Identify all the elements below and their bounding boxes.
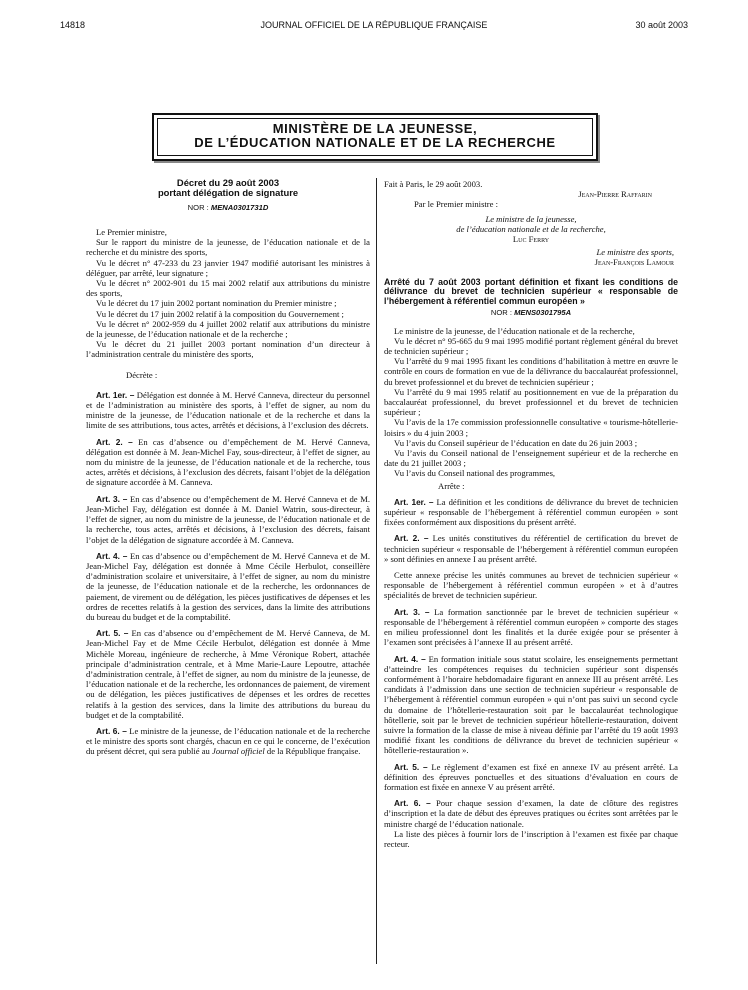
decree-preamble: Vu le décret du 17 juin 2002 portant nomination du Premier ministre ; (96, 298, 337, 309)
page-number: 14818 (60, 20, 86, 30)
decree-article (86, 551, 370, 622)
decree-title-line1: Décret du 29 août 2003 (176, 177, 280, 188)
page-header (0, 20, 748, 34)
decree-preamble: Vu le décret n° 47-233 du 23 janvier 1947 modifié autorisant les ministres à déléguer, par arrêté, leur signature ; (86, 257, 370, 278)
decree-title (86, 178, 370, 199)
article-label: Art. 1er. – (394, 496, 434, 507)
signature-pm-name: Jean-Pierre Raffarin (578, 189, 652, 200)
article-text: Le règlement d’examen est fixé en annexe IV au présent arrêté. La définition des épreuves ponctuelles et des situations d’évaluation en cours de formation est fixée en annexe V au présent arrêté. (384, 761, 678, 792)
arrete-article (384, 762, 678, 793)
article-text: En formation initiale sous statut scolaire, les enseignements permettant d’atteindre les compétences requises du technicien supérieur sont dispensés conformément à l’horaire hebdomadaire figurant en annexe III au présent arrêté. Les candidats à l’admission dans une section de technicien supérieur « responsable de l’hébergement à référentiel commun européen » qui n’ont pas suivi un second cycle du domaine de l’hôtellerie-restauration soit par le baccalauréat technologique hôtellerie, soit par le brevet de technicien supérieur hôtellerie-restauration, doivent suivre la formation de la classe de mise à niveau définie par l’arrêté du 19 août 1993 modifié fixant les conditions de délivrance du brevet de technicien supérieur « hôtellerie-restauration ». (384, 653, 678, 756)
arrete-preamble: Vu l’avis du Conseil national de l’enseignement supérieur et de la recherche en date du 21 juillet 2003 ; (384, 448, 678, 469)
signature-minister-edu-line2: de l’éducation nationale et de la recherche, (456, 223, 606, 234)
article-text: En cas d’absence ou d’empêchement de M. Hervé Canneva et de M. Jean-Michel Fay, délégation est donnée à Mme Cécile Herbulot, conseillère d’administration scolaire et universitaire, à l’effet de signer, au nom du ministre de la jeunesse, de l’éducation nationale et de la recherche, les ordonnances de paiement, de virement ou de délégation, les pièces justificatives de dépenses et les ordres de recettes relatifs à la gestion des services, dans la limite des attributions du bureau du budget et de la comptabilité. (86, 550, 370, 622)
article-text: En cas d’absence ou d’empêchement de M. Hervé Canneva et de M. Jean-Michel Fay, délégation est donnée à M. Daniel Watrin, sous-directeur, à l’effet de signer, au nom du ministre de la jeunesse, de l’éducation nationale et de la recherche, tous actes, arrêtés et décisions, à l’exclusion des décrets, faisant l’objet de la délégation de signature accordée à M. Canneva. (86, 493, 370, 545)
arrete-preamble: Vu l’avis de la 17e commission professionnelle consultative « tourisme-hôtellerie-loisirs » du 4 juin 2003 ; (384, 417, 678, 438)
arrete-article-extra: Cette annexe précise les unités communes au brevet de technicien supérieur « responsable de l’hébergement à référentiel commun européen » et à d’autres spécialités de brevet de technicien supérieur. (384, 570, 678, 601)
arrete-arrete-word: Arrête : (438, 480, 465, 491)
signature-minister-sports-name: Jean-François Lamour (594, 257, 674, 268)
decree-nor (86, 203, 370, 213)
arrete-article (384, 607, 678, 648)
nor-label: NOR : (490, 308, 512, 318)
decree-preamble: Vu le décret du 17 juin 2002 relatif à la composition du Gouvernement ; (96, 308, 344, 319)
signature-minister-edu-name: Luc Ferry (512, 234, 550, 245)
left-column (86, 178, 370, 757)
decree-decrete: Décrète : (126, 369, 158, 380)
arrete-article-extra: La liste des pièces à fournir lors de l’inscription à l’examen est fixée par chaque recteur. (384, 828, 678, 849)
signature-minister-sports: Le ministre des sports, (596, 247, 674, 258)
article-label: Art. 3. – (96, 493, 128, 504)
article-label: Art. 3. – (394, 606, 430, 617)
nor-code: MENA0301731D (210, 202, 269, 212)
journal-officiel-italic: Journal officiel (212, 746, 265, 757)
arrete-article (384, 533, 678, 564)
article-label: Art. 5. – (394, 761, 428, 772)
nor-label: NOR : (187, 202, 209, 212)
ministry-title-line1: MINISTÈRE DE LA JEUNESSE, (272, 121, 478, 136)
ministry-heading-box (152, 113, 598, 161)
article-text: La formation sanctionnée par le brevet de technicien supérieur « responsable de l’hébergement à référentiel commun européen » comporte des stages en milieu professionnel dont les finalités et la durée exigée pour se présenter à l’examen sont précisées à l’annexe II au présent arrêté. (384, 606, 678, 648)
issue-date: 30 août 2003 (635, 20, 688, 30)
arrete-nor (384, 308, 678, 318)
article-label: Art. 4. – (96, 550, 128, 561)
column-divider (376, 178, 377, 964)
arrete-article (384, 654, 678, 756)
arrete-preamble: Vu le décret n° 95-665 du 9 mai 1995 modifié portant règlement général du brevet de technicien supérieur ; (384, 335, 678, 357)
arrete-title: Arrêté du 7 août 2003 portant définition et fixant les conditions de délivrance du brevet de technicien supérieur « responsable de l’hébergement à référentiel commun européen » (384, 276, 678, 306)
decree-article (86, 390, 370, 431)
article-label: Art. 2. – (394, 533, 429, 544)
article-text-end: de la République française. (264, 746, 361, 757)
arrete-preamble: Vu l’avis du Conseil supérieur de l’éducation en date du 26 juin 2003 ; (394, 437, 638, 448)
article-text: Les unités constitutives du référentiel de certification du brevet de technicien supérieur « responsable de l’hébergement à référentiel commun européen » sont définies en annexe I au présent arrêté. (384, 533, 678, 564)
signature-place-date: Fait à Paris, le 29 août 2003. (384, 179, 483, 189)
article-label: Art. 5. – (96, 628, 129, 639)
arrete-article (384, 798, 678, 829)
article-label: Art. 2. – (96, 436, 133, 447)
article-label: Art. 1er. – (96, 389, 135, 400)
ministry-title-line2: DE L’ÉDUCATION NATIONALE ET DE LA RECHERCHE (194, 135, 556, 150)
arrete-preamble: Le ministre de la jeunesse, de l’éducation nationale et de la recherche, (394, 325, 635, 336)
article-text: Pour chaque session d’examen, la date de clôture des registres d’inscription et la date de début des épreuves pratiques ou écrites sont arrêtées par le ministre chargé de l’éducation nationale. (384, 798, 678, 829)
arrete-preamble: Vu l’avis du Conseil national des programmes, (394, 468, 556, 479)
article-text: En cas d’absence ou d’empêchement de M. Hervé Canneva, de M. Jean-Michel Fay et de Mme Cécile Herbulot, délégation est donnée à Mme Michèle Moreau, ingénieure de recherche, à Mme Véronique Robert, attachée principale d’administration centrale, et à Mme Marie-Laure Lepoutre, attachée d’administration centrale, à l’effet de signer, au nom du ministre de la jeunesse, de l’éducation nationale et de la recherche, les ordonnances de paiement, de virement ou de délégation, les pièces justificatives de dépenses et les ordres de recettes relatifs à la gestion des services, dans la limite des attributions du bureau du budget et de la comptabilité. (86, 628, 371, 720)
article-text: La définition et les conditions de délivrance du brevet de technicien supérieur « responsable de l’hébergement à référentiel commun européen » sont fixées conformément aux dispositions du présent arrêté. (384, 496, 678, 528)
signature-by: Par le Premier ministre : (414, 199, 499, 210)
article-text: Le ministre de la jeunesse, de l’éducation nationale et de la recherche et le ministre des sports sont chargés, chacun en ce qui le concerne, de l’exécution du présent décret, qui sera publié au (86, 725, 371, 757)
decree-title-line2: portant délégation de signature (157, 187, 299, 199)
decree-preamble: Le Premier ministre, (96, 227, 167, 238)
arrete-preamble: Vu l’arrêté du 9 mai 1995 relatif au positionnement en vue de la préparation du baccalauréat professionnel, du brevet professionnel et du brevet de technicien supérieur ; (384, 386, 678, 418)
signature-minister-edu-line1: Le ministre de la jeunesse, (485, 213, 577, 224)
article-text: En cas d’absence ou d’empêchement de M. Hervé Canneva, délégation est donnée à M. Jean-Michel Fay, sous-directeur, à l’effet de signer, au nom du ministre de la jeunesse, de l’éducation nationale et de la recherche, tous actes, arrêtés et décisions, à l’exclusion des décrets, faisant l’objet de la délégation de signature accordée à M. Canneva. (86, 436, 371, 488)
decree-preamble: Vu le décret du 21 juillet 2003 portant nomination d’un directeur à l’administration centrale du ministère des sports, (86, 339, 370, 360)
article-label: Art. 6. – (96, 725, 127, 736)
decree-preamble: Sur le rapport du ministre de la jeunesse, de l’éducation nationale et de la recherche et du ministre des sports, (86, 237, 370, 258)
arrete-preamble: Vu l’arrêté du 9 mai 1995 fixant les conditions d’habilitation à mettre en œuvre le contrôle en cours de formation en vue de la délivrance du baccalauréat professionnel, du brevet professionnel et du brevet de technicien supérieur ; (384, 356, 678, 387)
decree-article (86, 437, 370, 488)
decree-article (86, 628, 370, 720)
article-label: Art. 4. – (394, 653, 426, 664)
nor-code: MENS0301795A (514, 308, 572, 318)
decree-article (86, 494, 370, 545)
arrete-article (384, 497, 678, 528)
right-column (384, 179, 678, 849)
decree-preamble: Vu le décret n° 2002-901 du 15 mai 2002 relatif aux attributions du ministre des sports, (86, 278, 370, 299)
decree-preamble: Vu le décret n° 2002-959 du 4 juillet 2002 relatif aux attributions du ministre de la jeunesse, de l’éducation nationale et de la recherche ; (86, 318, 370, 340)
article-text: Délégation est donnée à M. Hervé Canneva, directeur du personnel et de l’administration au ministère des sports, à l’effet de signer, au nom du ministre de la jeunesse, de l’éducation nationale et de la recherche et dans la limite de ses attributions, tous actes, arrêtés et décisions, à l’exclusion des décrets. (86, 389, 370, 431)
article-label: Art. 6. – (394, 798, 431, 809)
journal-title: JOURNAL OFFICIEL DE LA RÉPUBLIQUE FRANÇAISE (260, 20, 488, 30)
decree-article (86, 726, 370, 757)
